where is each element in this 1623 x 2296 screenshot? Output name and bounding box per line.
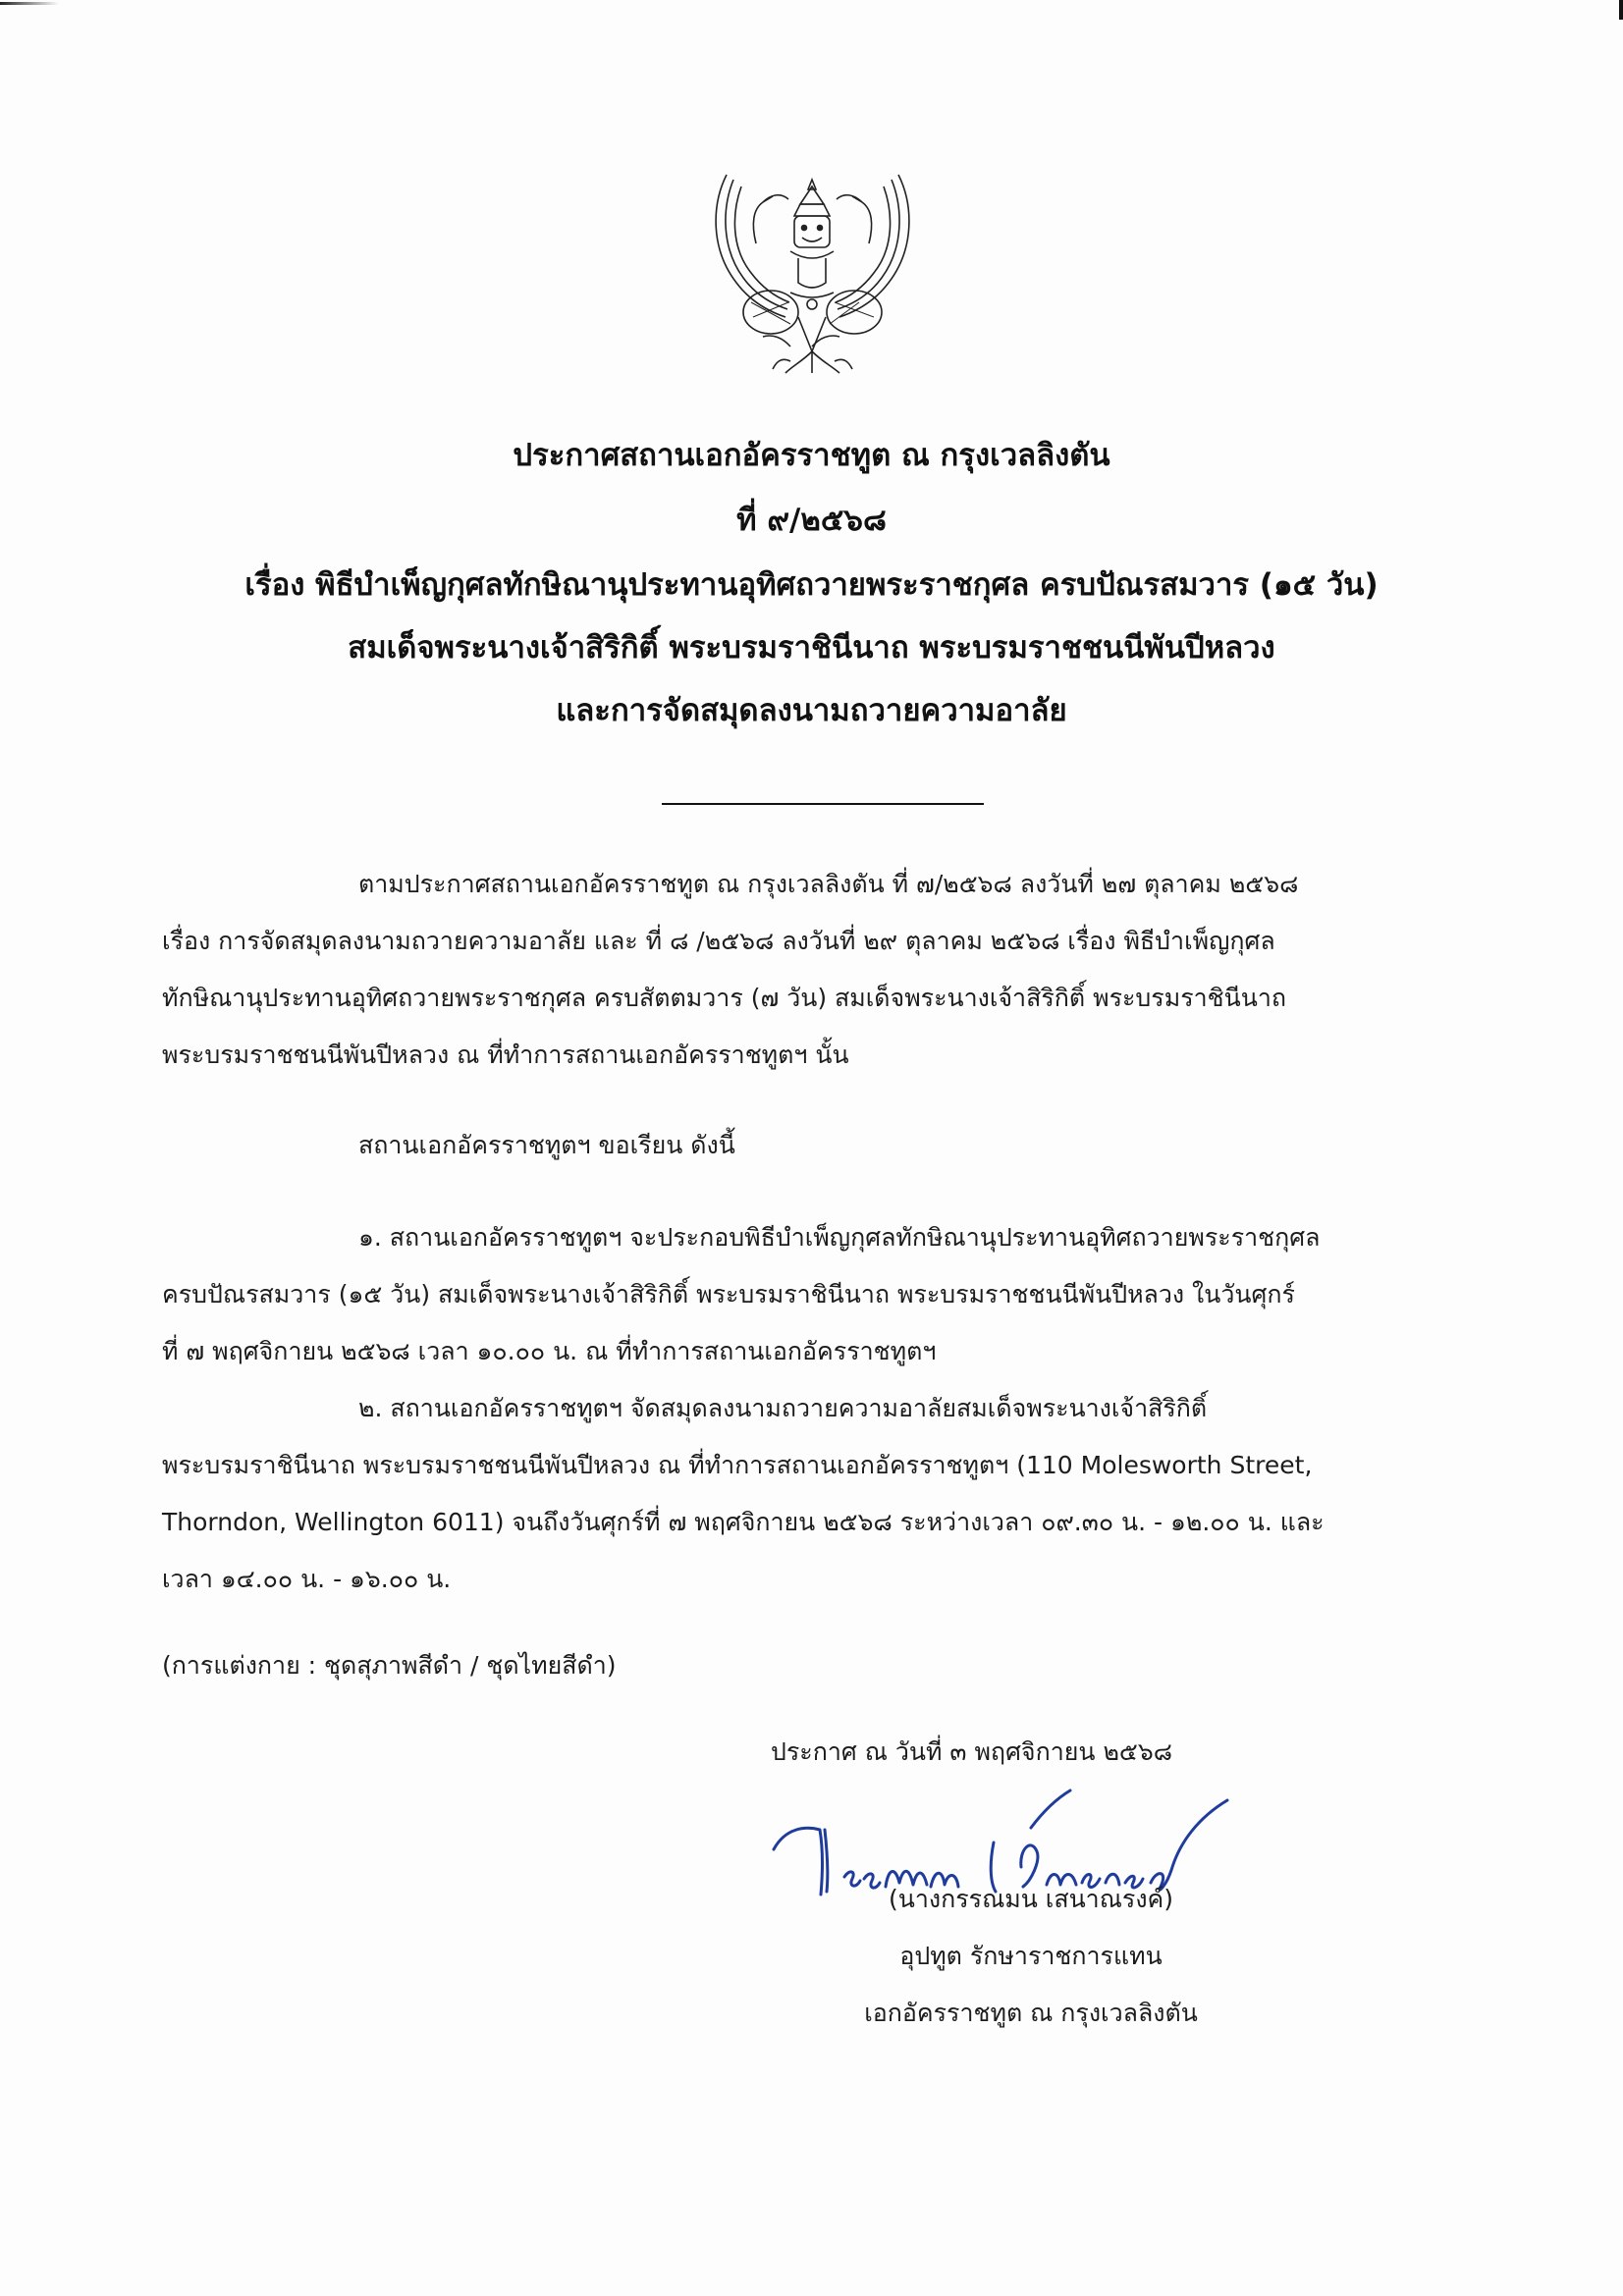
announce-line: สถานเอกอัครราชทูตฯ ขอเรียน ดังนี้ — [358, 1131, 735, 1159]
signature-block — [736, 1883, 1325, 2069]
intro-line: พระบรมราชชนนีพันปีหลวง ณ ที่ทำการสถานเอกอัครราชทูตฯ นั้น — [162, 1041, 849, 1069]
item1-line: ๑. สถานเอกอัครราชทูตฯ จะประกอบพิธีบำเพ็ญกุศลทักษิณานุประทานอุทิศถวายพระราชกุศล — [358, 1223, 1321, 1252]
signer-name: (นางกรรณมน เสนาณรงค์) — [888, 1885, 1174, 1913]
announcement-title: ประกาศสถานเอกอัครราชทูต ณ กรุงเวลลิงตัน — [513, 438, 1110, 473]
item1-line: ที่ ๗ พฤศจิกายน ๒๕๖๘ เวลา ๑๐.๐๐ น. ณ ที่ทำการสถานเอกอัครราชทูตฯ — [162, 1337, 937, 1365]
item1-line: ครบปัณรสมวาร (๑๕ วัน) สมเด็จพระนางเจ้าสิริกิติ์ พระบรมราชินีนาถ พระบรมราชชนนีพันปีหลวง ในวันศุกร์ — [162, 1280, 1295, 1308]
scan-edge-mark — [1619, 0, 1623, 20]
subject-line-3: และการจัดสมุดลงนามถวายความอาลัย — [556, 693, 1067, 728]
item2-line: Thorndon, Wellington 6011) จนถึงวันศุกร์ที่ ๗ พฤศจิกายน ๒๕๖๘ ระหว่างเวลา ๐๙.๓๐ น. - ๑๒.๐๐ น. และ — [162, 1508, 1325, 1536]
title-divider — [662, 803, 984, 805]
dress-code: (การแต่งกาย : ชุดสุภาพสีดำ / ชุดไทยสีดำ) — [162, 1651, 617, 1680]
garuda-emblem-icon — [692, 155, 933, 376]
subject-line-1: เรื่อง พิธีบำเพ็ญกุศลทักษิณานุประทานอุทิศถวายพระราชกุศล ครบปัณรสมวาร (๑๕ วัน) — [244, 567, 1379, 603]
announcement-number: ที่ ๙/๒๕๖๘ — [736, 503, 887, 538]
scan-edge-mark — [0, 2, 59, 5]
intro-line: ตามประกาศสถานเอกอัครราชทูต ณ กรุงเวลลิงตัน ที่ ๗/๒๕๖๘ ลงวันที่ ๒๗ ตุลาคม ๒๕๖๘ — [358, 870, 1299, 898]
subject-line-2: สมเด็จพระนางเจ้าสิริกิติ์ พระบรมราชินีนาถ พระบรมราชชนนีพันปีหลวง — [348, 630, 1275, 666]
announcement-date: ประกาศ ณ วันที่ ๓ พฤศจิกายน ๒๕๖๘ — [771, 1737, 1172, 1766]
intro-line: เรื่อง การจัดสมุดลงนามถวายความอาลัย และ ที่ ๘ /๒๕๖๘ ลงวันที่ ๒๙ ตุลาคม ๒๕๖๘ เรื่อง พิธีบำเพ็ญกุศล — [162, 927, 1275, 955]
item2-line: เวลา ๑๔.๐๐ น. - ๑๖.๐๐ น. — [162, 1565, 452, 1593]
signer-title: อุปทูต รักษาราชการแทน — [899, 1942, 1163, 1970]
item2-line: ๒. สถานเอกอัครราชทูตฯ จัดสมุดลงนามถวายความอาลัยสมเด็จพระนางเจ้าสิริกิติ์ — [358, 1394, 1208, 1422]
item2-line: พระบรมราชินีนาถ พระบรมราชชนนีพันปีหลวง ณ ที่ทำการสถานเอกอัครราชทูตฯ (110 Molesworth Street, — [162, 1451, 1313, 1479]
intro-line: ทักษิณานุประทานอุทิศถวายพระราชกุศล ครบสัตตมวาร (๗ วัน) สมเด็จพระนางเจ้าสิริกิติ์ พระบรมราชินีนาถ — [162, 984, 1286, 1012]
signer-position: เอกอัครราชทูต ณ กรุงเวลลิงตัน — [864, 1999, 1198, 2027]
